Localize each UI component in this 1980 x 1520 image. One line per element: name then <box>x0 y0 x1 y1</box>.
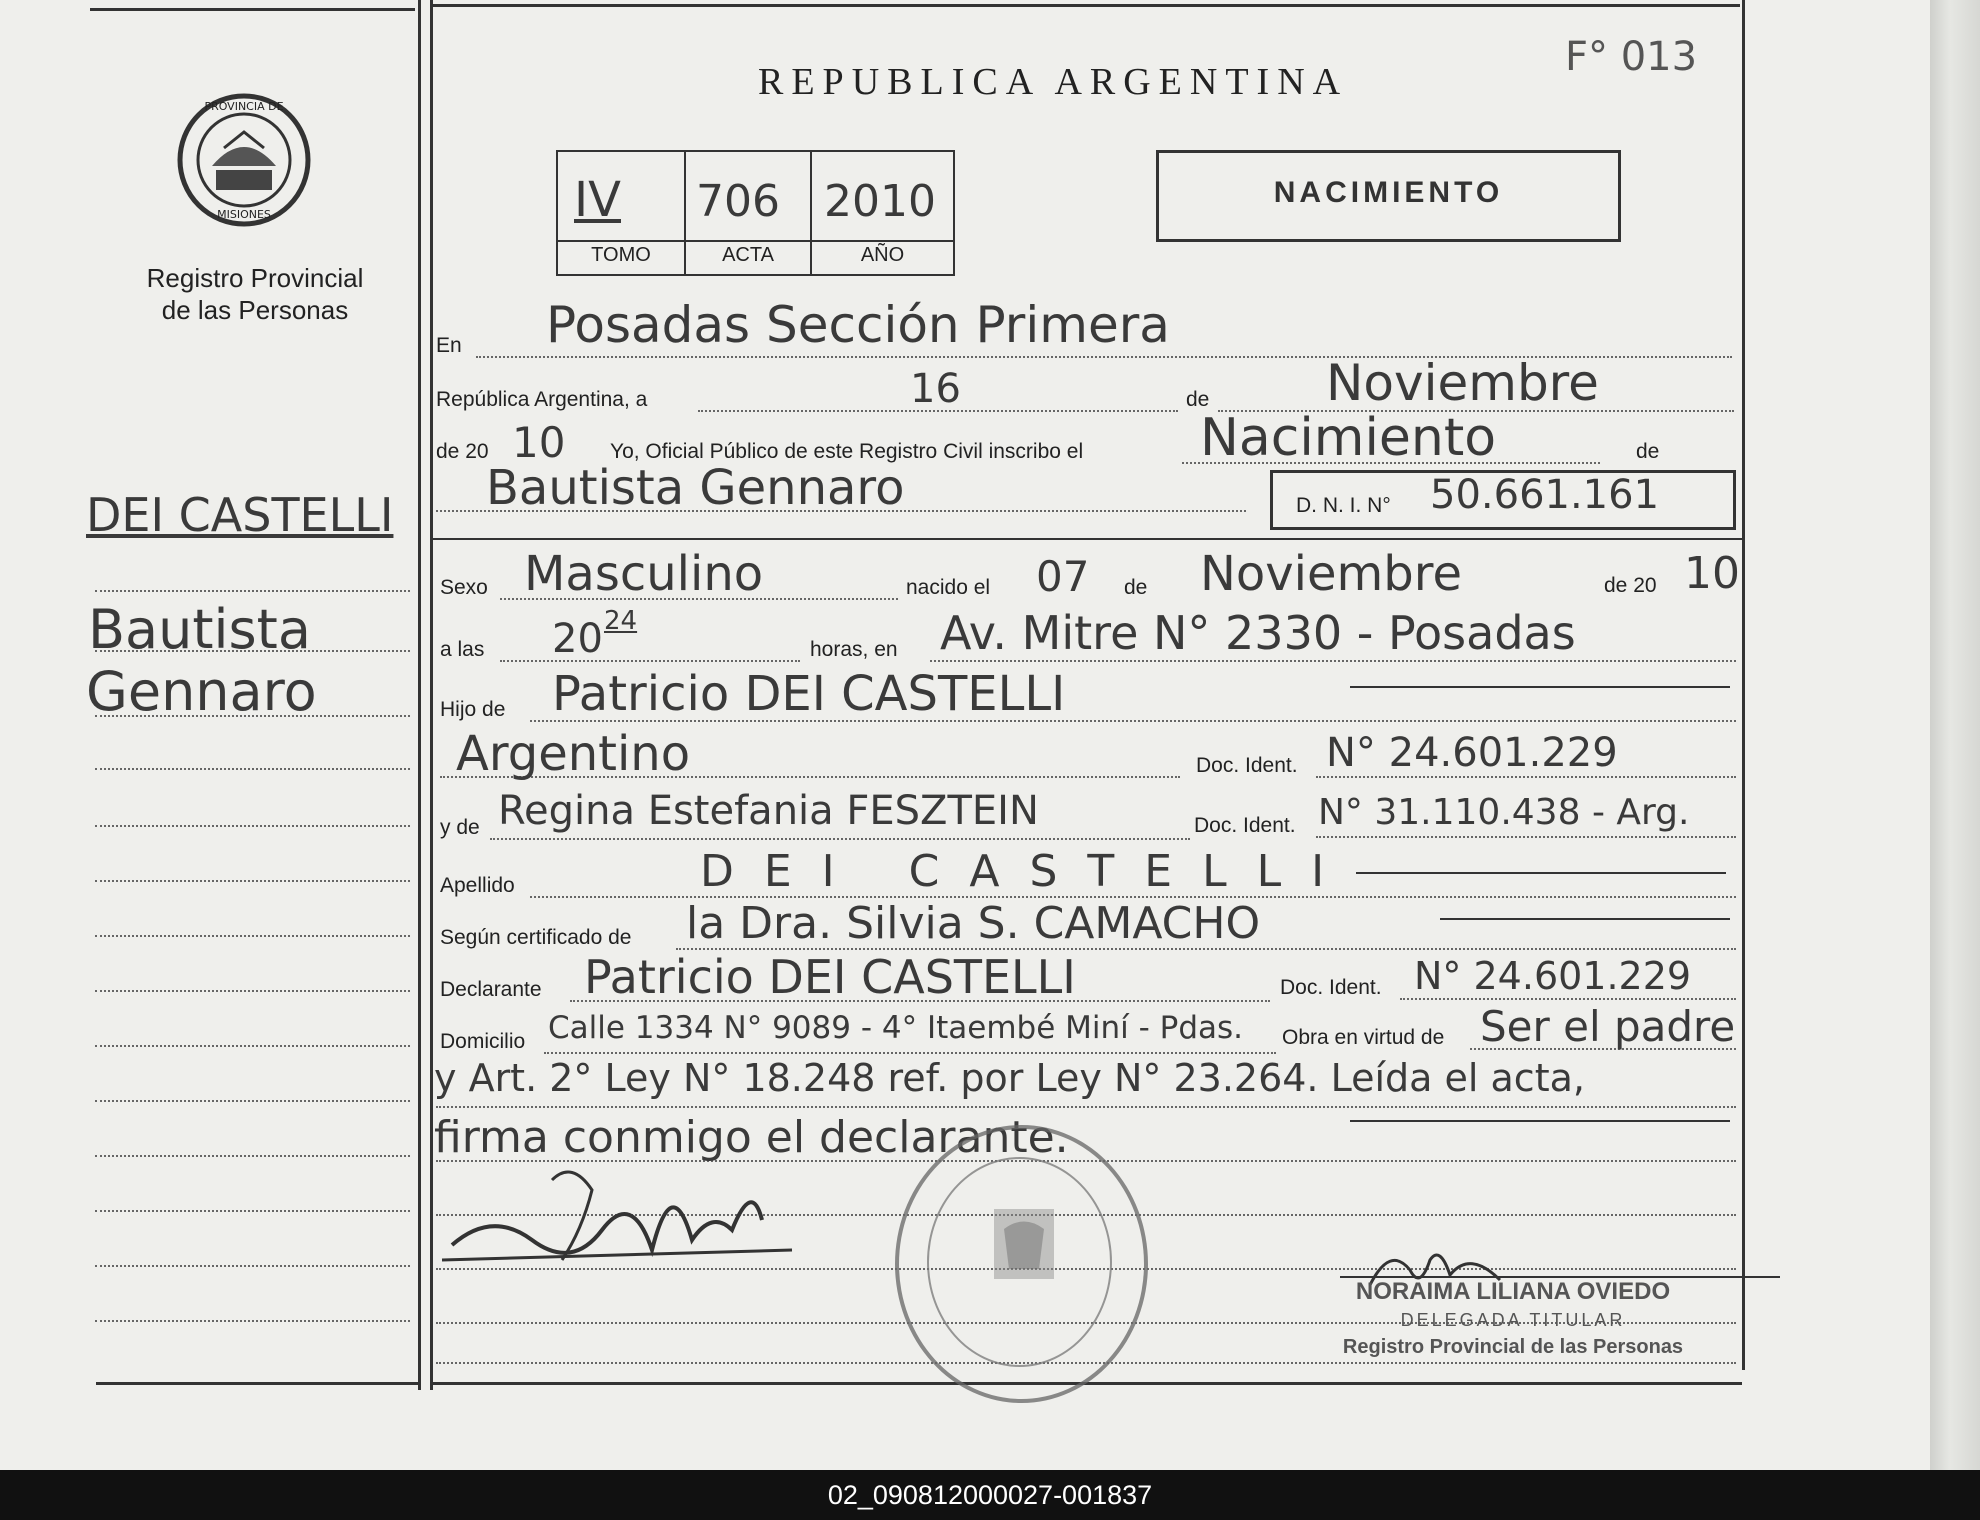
domicilio-label: Domicilio <box>440 1030 526 1053</box>
month-value: Noviembre <box>1326 354 1599 412</box>
year-prefix: de 20 <box>436 440 489 463</box>
official-title: DELEGADA TITULAR <box>1400 1310 1626 1330</box>
fill-stroke <box>1440 918 1730 920</box>
declarant-signature <box>432 1150 802 1280</box>
folio-number: F° 013 <box>1565 34 1698 80</box>
birth-year: 10 <box>1684 548 1740 599</box>
margin-given-name-1: Bautista <box>88 598 311 661</box>
margin-line <box>95 1265 410 1267</box>
margin-line <box>95 650 410 652</box>
domicilio-line <box>544 1052 1276 1054</box>
inscribe-text: Yo, Oficial Público de este Registro Civil inscribo el <box>610 440 1084 463</box>
right-border <box>1742 0 1745 1370</box>
mother-doc-line <box>1316 836 1736 838</box>
hour-line <box>500 660 800 662</box>
extra-text-2: firma conmigo el declarante. <box>434 1112 1069 1163</box>
minute-value: 24 <box>604 606 638 636</box>
margin-line <box>95 880 410 882</box>
margin-surname: DEI CASTELLI <box>86 488 394 542</box>
birth-day: 07 <box>1036 552 1090 601</box>
extra-text-1: y Art. 2° Ley N° 18.248 ref. por Ley N° 23.264. Leída el acta, <box>434 1056 1585 1100</box>
nacido-label: nacido el <box>906 576 991 599</box>
father-doc: N° 24.601.229 <box>1326 730 1618 776</box>
top-rule-left <box>90 8 415 11</box>
margin-line <box>95 1100 410 1102</box>
cert-label: Según certificado de <box>440 926 632 949</box>
anio-label: AÑO <box>860 244 905 266</box>
margin-line <box>95 1210 410 1212</box>
institution-line2: de las Personas <box>161 295 349 325</box>
margin-line <box>95 590 410 592</box>
doc-label: Doc. Ident. <box>1196 754 1298 777</box>
fill-stroke <box>1350 686 1730 688</box>
record-type: NACIMIENTO <box>1273 176 1504 209</box>
margin-line <box>95 935 410 937</box>
seal-text-top: PROVINCIA DE <box>204 100 284 113</box>
doc-label-2: Doc. Ident. <box>1194 814 1296 837</box>
margin-line <box>95 1045 410 1047</box>
day-value: 16 <box>910 366 961 412</box>
yde-label: y de <box>440 816 480 839</box>
sexo-label: Sexo <box>440 576 488 599</box>
bottom-rule-left <box>96 1382 418 1385</box>
father-value: Patricio DEI CASTELLI <box>552 666 1066 722</box>
dni-value: 50.661.161 <box>1430 472 1660 518</box>
margin-line <box>95 825 410 827</box>
place-line <box>930 660 1736 662</box>
apellido-label: Apellido <box>440 874 515 897</box>
official-stamp <box>895 1125 1148 1403</box>
margin-divider <box>418 0 421 1390</box>
country-heading: REPUBLICA ARGENTINA <box>758 61 1349 103</box>
page-edge <box>1930 0 1980 1470</box>
top-rule-right <box>430 4 1740 7</box>
apellido-value: DEI CASTELLI <box>700 846 1355 897</box>
de-label-3: de <box>1124 576 1148 599</box>
declarante-value: Patricio DEI CASTELLI <box>584 950 1076 1004</box>
margin-line <box>95 990 410 992</box>
tomo-label: TOMO <box>591 244 651 266</box>
place-value: Av. Mitre N° 2330 - Posadas <box>940 606 1576 660</box>
mother-line <box>490 838 1190 840</box>
margin-line <box>95 768 410 770</box>
domicilio-value: Calle 1334 N° 9089 - 4° Itaembé Miní - Pdas. <box>548 1010 1244 1046</box>
acta-value: 706 <box>696 176 780 227</box>
margin-line <box>95 715 410 717</box>
de-label: de <box>1186 388 1210 411</box>
margin-line <box>95 1155 410 1157</box>
seal-text-bottom: MISIONES <box>217 208 271 221</box>
margin-line <box>95 1320 410 1322</box>
institution-line1: Registro Provincial <box>146 263 364 293</box>
mother-doc: N° 31.110.438 - Arg. <box>1318 792 1690 833</box>
anio-value: 2010 <box>824 176 936 227</box>
declarante-label: Declarante <box>440 978 542 1001</box>
mother-value: Regina Estefania FESZTEIN <box>498 788 1039 834</box>
provincia-de-misiones-seal <box>172 88 316 232</box>
fill-stroke <box>1350 1120 1730 1122</box>
dni-label: D. N. I. N° <box>1296 494 1391 517</box>
birth-year-prefix: de 20 <box>1604 574 1657 597</box>
obra-label: Obra en virtud de <box>1282 1026 1445 1049</box>
hijo-label: Hijo de <box>440 698 506 721</box>
alas-label: a las <box>440 638 485 661</box>
institution-name <box>110 262 400 326</box>
horas-label: horas, en <box>810 638 898 661</box>
republica-label: República Argentina, a <box>436 388 648 411</box>
father-doc-line <box>1316 776 1736 778</box>
file-id: 02_090812000027-001837 <box>827 1480 1153 1510</box>
obra-value: Ser el padre <box>1480 1002 1736 1051</box>
section-rule <box>432 538 1742 540</box>
extra-line-1 <box>436 1106 1736 1108</box>
record-value: Nacimiento <box>1200 408 1497 468</box>
doc-label-3: Doc. Ident. <box>1280 976 1382 999</box>
acta-label: ACTA <box>722 244 774 266</box>
year-value: 10 <box>512 418 566 467</box>
birth-month: Noviembre <box>1200 546 1462 602</box>
declarante-doc: N° 24.601.229 <box>1414 954 1692 998</box>
sexo-value: Masculino <box>524 546 764 602</box>
en-value: Posadas Sección Primera <box>546 296 1170 354</box>
official-institution: Registro Provincial de las Personas <box>1342 1336 1684 1358</box>
fill-stroke <box>1356 872 1726 874</box>
en-label: En <box>436 334 462 357</box>
cert-value: la Dra. Silvia S. CAMACHO <box>686 898 1261 949</box>
tomo-value: IV <box>574 172 621 228</box>
official-name: NORAIMA LILIANA OVIEDO <box>1355 1278 1671 1305</box>
file-id-bar <box>0 1470 1980 1520</box>
de-label-2: de <box>1636 440 1660 463</box>
margin-given-name-2: Gennaro <box>86 660 317 723</box>
declarante-doc-line <box>1400 998 1736 1000</box>
name-value: Bautista Gennaro <box>486 460 905 516</box>
hour-value: 20 <box>552 616 603 662</box>
father-nationality: Argentino <box>456 726 691 782</box>
